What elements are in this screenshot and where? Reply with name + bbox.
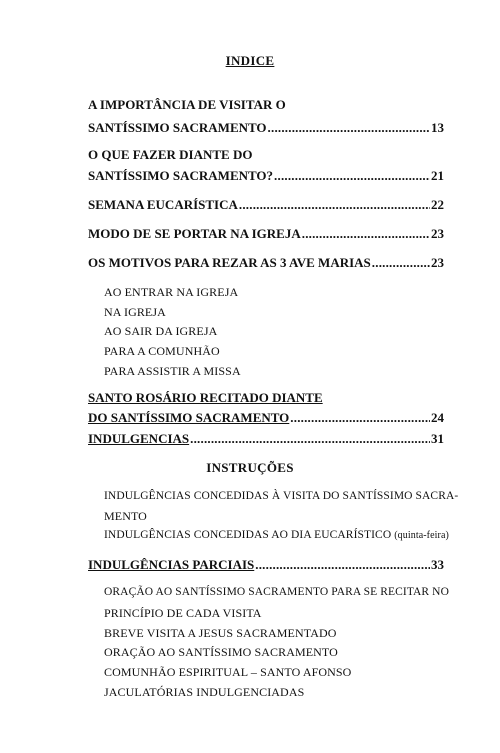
leader-dots	[190, 431, 430, 447]
toc-subitem: AO SAIR DA IGREJA	[104, 324, 218, 338]
toc-entry-label: MODO DE SE PORTAR NA IGREJA	[88, 226, 301, 241]
toc-entry-label: SEMANA EUCARÍSTICA	[88, 197, 238, 212]
toc-entry	[88, 226, 444, 242]
leader-dots	[372, 255, 430, 271]
leader-dots	[268, 120, 430, 136]
toc-entry-label: SANTÍSSIMO SACRAMENTO	[88, 120, 267, 135]
toc-entry	[88, 255, 444, 271]
toc-subitem: PRINCÍPIO DE CADA VISITA	[104, 606, 262, 620]
toc-page-number: 31	[431, 431, 444, 446]
toc-subitem: ORAÇÃO AO SANTÍSSIMO SACRAMENTO PARA SE RECITAR NO	[104, 586, 449, 598]
toc-subitem: AO ENTRAR NA IGREJA	[104, 285, 239, 299]
toc-subitem: NA IGREJA	[104, 305, 166, 319]
leader-dots	[239, 197, 430, 213]
toc-subitem: PARA ASSISTIR A MISSA	[104, 364, 241, 378]
toc-entry-line: O QUE FAZER DIANTE DO	[88, 147, 253, 162]
toc-page-number: 23	[431, 226, 444, 241]
toc-page-number: 13	[431, 120, 444, 135]
toc-entry-label: SANTÍSSIMO SACRAMENTO?	[88, 168, 274, 183]
toc-subitem: INDULGÊNCIAS CONCEDIDAS À VISITA DO SANTÍSSIMO SACRA-	[104, 490, 459, 502]
toc-subitem	[104, 529, 449, 541]
toc-entry-label: INDULGÊNCIAS PARCIAIS	[88, 557, 255, 572]
toc-subitem: PARA A COMUNHÃO	[104, 344, 220, 358]
toc-subitem: COMUNHÃO ESPIRITUAL – SANTO AFONSO	[104, 665, 352, 679]
section-heading: INSTRUÇÕES	[206, 460, 294, 475]
toc-subitem: MENTO	[104, 509, 147, 523]
toc-entry	[88, 410, 444, 426]
toc-page-number: 33	[431, 557, 444, 572]
leader-dots	[255, 557, 430, 573]
toc-subitem-note: (quinta-feira)	[394, 530, 449, 541]
leader-dots	[302, 226, 430, 242]
toc-entry-label: DO SANTÍSSIMO SACRAMENTO	[88, 410, 290, 425]
page-title: INDICE	[225, 53, 275, 68]
toc-entry	[88, 120, 444, 136]
leader-dots	[290, 410, 430, 426]
toc-subitem: JACULATÓRIAS INDULGENCIADAS	[104, 685, 305, 699]
toc-entry-label: OS MOTIVOS PARA REZAR AS 3 AVE MARIAS	[88, 255, 371, 270]
toc-page-number: 23	[431, 255, 444, 270]
toc-subitem: ORAÇÃO AO SANTÍSSIMO SACRAMENTO	[104, 645, 338, 659]
toc-entry-label: INDULGENCIAS	[88, 431, 190, 446]
leader-dots	[274, 168, 430, 184]
toc-page-number: 22	[431, 197, 444, 212]
toc-entry	[88, 557, 444, 573]
toc-entry	[88, 168, 444, 184]
toc-entry	[88, 431, 444, 447]
toc-entry-line: SANTO ROSÁRIO RECITADO DIANTE	[88, 390, 323, 405]
toc-entry-line: A IMPORTÂNCIA DE VISITAR O	[88, 97, 286, 112]
toc-subitem-text: INDULGÊNCIAS CONCEDIDAS AO DIA EUCARÍSTICO	[104, 529, 392, 541]
toc-page-number: 24	[431, 410, 444, 425]
toc-entry	[88, 197, 444, 213]
toc-subitem: BREVE VISITA A JESUS SACRAMENTADO	[104, 626, 337, 640]
toc-page-number: 21	[431, 168, 444, 183]
